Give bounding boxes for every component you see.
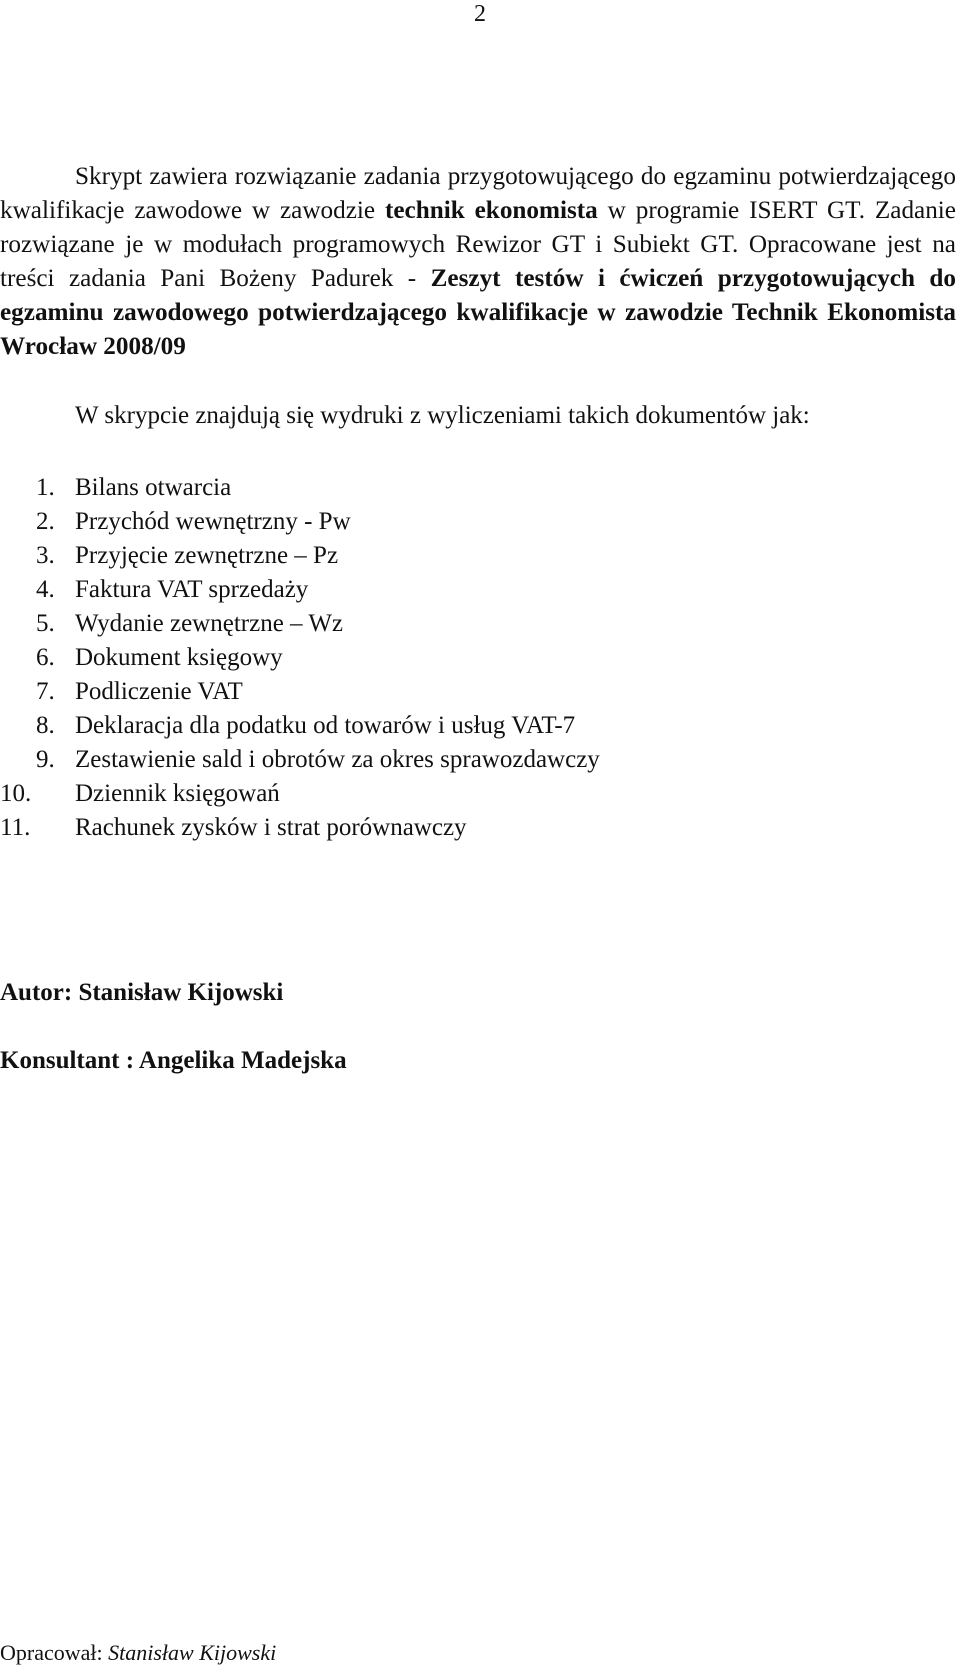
list-item-label: Przychód wewnętrzny - Pw bbox=[75, 508, 351, 535]
list-item bbox=[0, 641, 600, 675]
intro-text-2: w programie ISERT GT. Zadanie rozwiązane je w modułach programowych Rewizor GT i Subiekt GT. Opracowane jest na treści zadania Pani Bożeny Padurek - bbox=[0, 197, 956, 292]
list-item-number: 2. bbox=[36, 508, 55, 535]
list-item-number: 5. bbox=[36, 610, 55, 637]
list-item bbox=[0, 675, 600, 709]
list-item bbox=[0, 777, 600, 811]
list-item bbox=[0, 743, 600, 777]
consultant-credit: Konsultant : Angelika Madejska bbox=[0, 1047, 347, 1074]
document-list bbox=[0, 471, 600, 845]
list-item-number: 1. bbox=[36, 474, 55, 501]
list-item bbox=[0, 607, 600, 641]
list-item bbox=[0, 471, 600, 505]
page-number: 2 bbox=[474, 1, 486, 27]
intro-bold-profession: technik ekonomista bbox=[384, 197, 598, 224]
list-item-number: 10. bbox=[0, 780, 32, 807]
list-item bbox=[0, 573, 600, 607]
list-item-number: 6. bbox=[36, 644, 55, 671]
list-item-number: 4. bbox=[36, 576, 55, 603]
list-item-label: Zestawienie sald i obrotów za okres sprawozdawczy bbox=[75, 746, 600, 773]
page-footer bbox=[0, 1640, 276, 1666]
list-item bbox=[0, 811, 600, 845]
list-item-label: Podliczenie VAT bbox=[75, 678, 243, 705]
footer-label: Opracował: bbox=[0, 1640, 109, 1665]
footer-author-name: Stanisław Kijowski bbox=[108, 1640, 277, 1665]
list-item-label: Rachunek zysków i strat porównawczy bbox=[75, 814, 467, 841]
list-item-number: 9. bbox=[36, 746, 55, 773]
intro-paragraph bbox=[0, 160, 956, 364]
list-item bbox=[0, 505, 600, 539]
list-item-label: Przyjęcie zewnętrzne – Pz bbox=[75, 542, 339, 569]
list-item-number: 7. bbox=[36, 678, 55, 705]
listing-intro: W skrypcie znajdują się wydruki z wyliczeniami takich dokumentów jak: bbox=[75, 402, 810, 429]
list-item bbox=[0, 539, 600, 573]
list-item-number: 8. bbox=[36, 712, 55, 739]
list-item-number: 11. bbox=[0, 814, 31, 841]
author-credit: Autor: Stanisław Kijowski bbox=[0, 979, 284, 1006]
intro-bold-source-title: Zeszyt testów i ćwiczeń przygotowujących do egzaminu zawodowego potwierdzającego kwalifikacje w zawodzie Technik Ekonomista Wrocław 2008/09 bbox=[0, 265, 956, 360]
list-item-label: Dziennik księgowań bbox=[75, 780, 280, 807]
list-item bbox=[0, 709, 600, 743]
list-item-label: Faktura VAT sprzedaży bbox=[75, 576, 309, 603]
list-item-label: Deklaracja dla podatku od towarów i usług VAT-7 bbox=[75, 712, 576, 739]
list-item-label: Wydanie zewnętrzne – Wz bbox=[75, 610, 344, 637]
list-item-label: Dokument księgowy bbox=[75, 644, 283, 671]
list-item-number: 3. bbox=[36, 542, 55, 569]
list-item-label: Bilans otwarcia bbox=[75, 474, 232, 501]
intro-text-1: Skrypt zawiera rozwiązanie zadania przygotowującego do egzaminu potwierdzającego kwalifikacje zawodowe w zawodzie bbox=[0, 163, 956, 224]
